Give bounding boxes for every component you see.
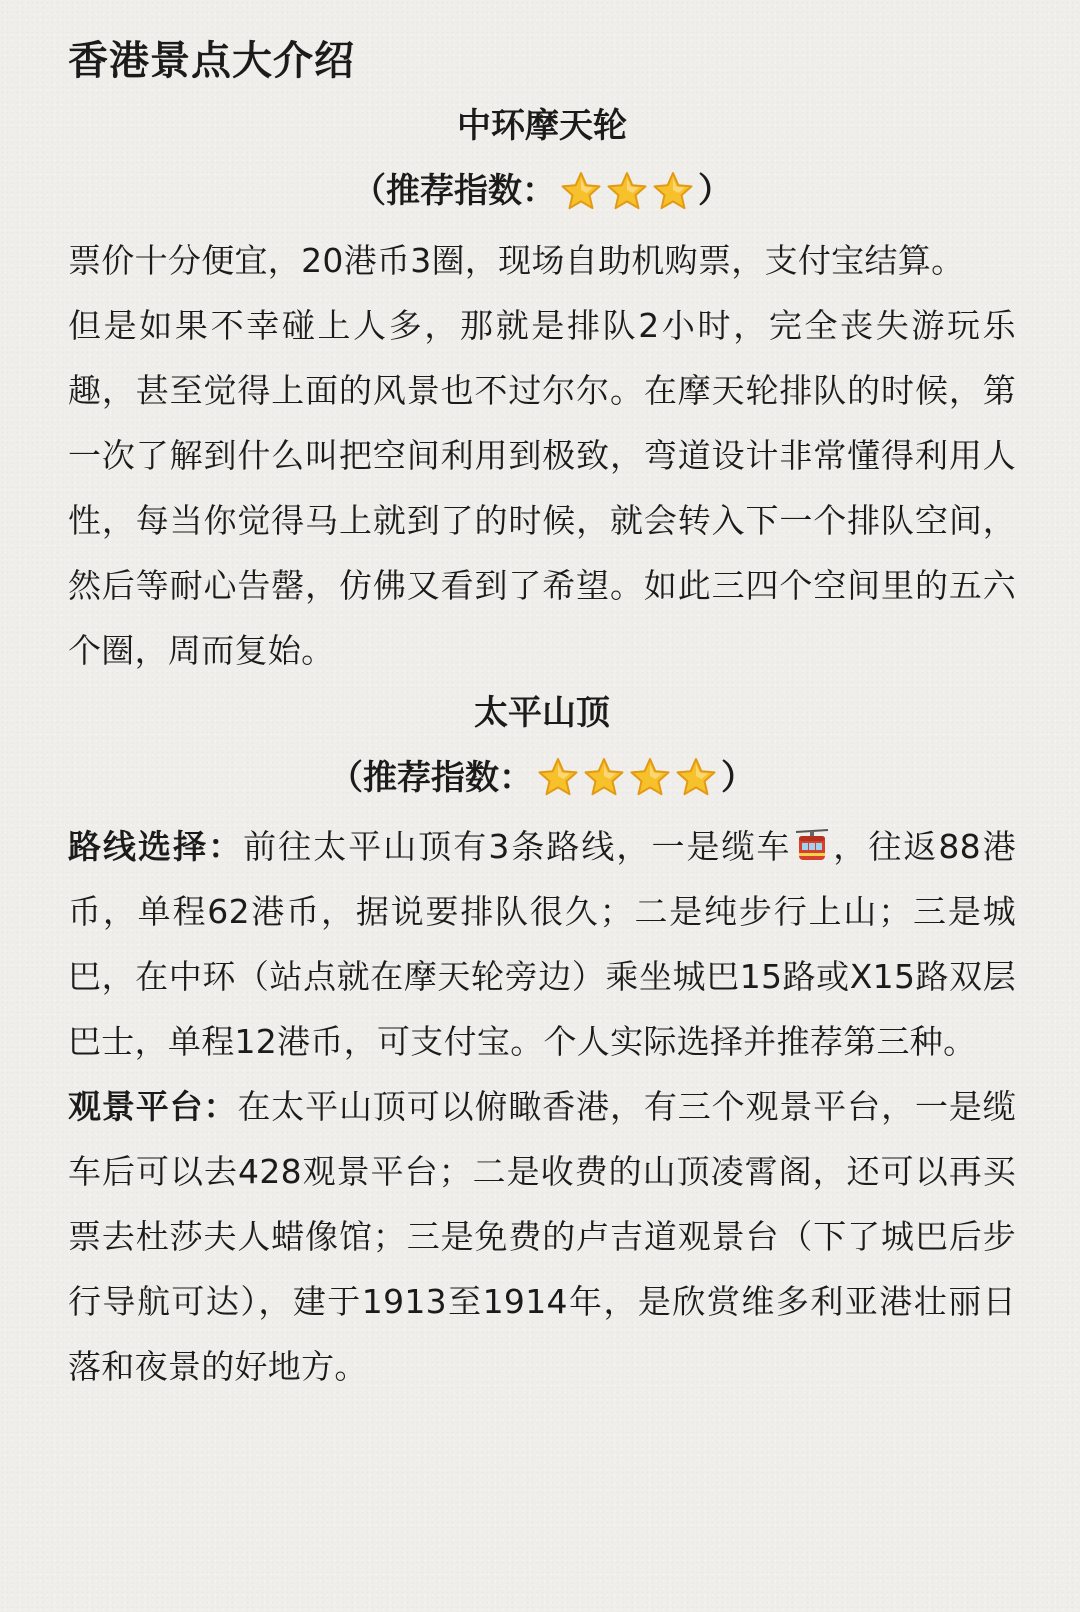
rating-label: （推荐指数： [352, 171, 556, 211]
rating-close: ） [698, 171, 732, 211]
star-icon [606, 166, 648, 208]
page-title: 香港景点大介绍 [68, 38, 355, 84]
star-icon [560, 166, 602, 208]
star-icon [537, 752, 579, 794]
section-title: 太平山顶 [474, 692, 610, 733]
section-the-peak [68, 683, 1016, 1400]
section-title: 中环摩天轮 [457, 106, 627, 146]
route-label: 路线选择： [68, 827, 244, 866]
section-ferris-wheel [68, 96, 1016, 683]
star-icon [583, 752, 625, 794]
paragraph-queue: 但是如果不幸碰上人多，那就是排队2小时，完全丧失游玩乐趣，甚至觉得上面的风景也不过尔尔。在摩天轮排队的时候，第一次了解到什么叫把空间利用到极致，弯道设计非常懂得利用人性，每当你觉得马上就到了的时候，就会转入下一个排队空间，然后等耐心告罄，仿佛又看到了希望。如此三四个空间里的五六个圈，周而复始。 [68, 305, 1016, 670]
rating-close: ） [721, 757, 755, 798]
paragraph-ticket: 票价十分便宜，20港币3圈，现场自助机购票，支付宝结算。 [68, 240, 965, 280]
rating-stars [558, 158, 696, 228]
article [68, 30, 1016, 1399]
paragraph-viewpoints [68, 1074, 1016, 1399]
viewpoint-text: 在太平山顶可以俯瞰香港，有三个观景平台，一是缆车后可以去428观景平台；二是收费的山顶凌霄阁，还可以再买票去杜莎夫人蜡像馆；三是免费的卢吉道观景台（下了城巴后步行导航可达），建于1913至1914年，是欣赏维多利亚港壮丽日落和夜景的好地方。 [68, 1087, 1016, 1386]
route-text-a: 前往太平山顶有3条路线，一是缆车 [243, 827, 792, 866]
viewpoint-label: 观景平台： [68, 1087, 238, 1126]
paragraph-routes [68, 814, 1016, 1074]
route-text-b: ，往返88港币，单程62港币，据说要排队很久；二是纯步行上山；三是城巴，在中环（站点就在摩天轮旁边）乘坐城巴15路或X15路双层巴士，单程12港币，可支付宝。个人实际选择并推荐第三种。 [68, 827, 1017, 1061]
star-icon [629, 752, 671, 794]
rating-line [68, 156, 1016, 228]
rating-line [68, 743, 1016, 815]
star-icon [652, 166, 694, 208]
aerial-tramway-icon [794, 819, 830, 855]
star-icon [675, 752, 717, 794]
rating-label: （推荐指数： [329, 757, 533, 798]
rating-stars [535, 744, 719, 814]
